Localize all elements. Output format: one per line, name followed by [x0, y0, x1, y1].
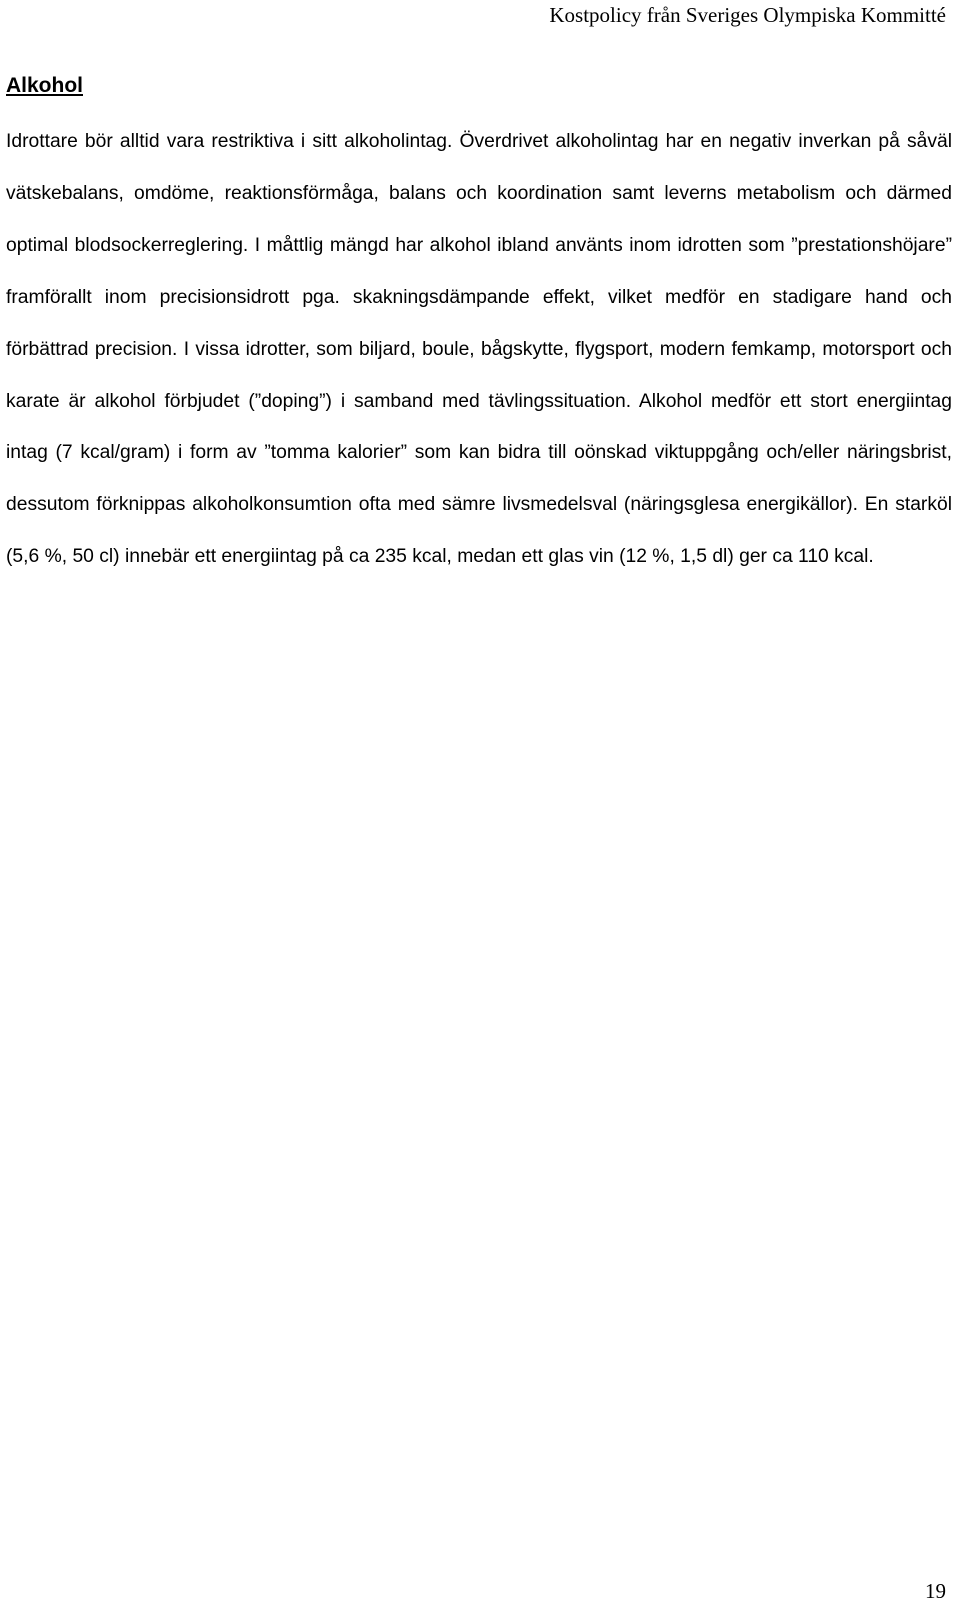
body-paragraph: Idrottare bör alltid vara restriktiva i sitt alkoholintag. Överdrivet alkoholintag har en negativ inverkan på såväl vätskebalans, omdöme, reaktionsförmåga, balans och koordination samt leverns metabolism och därmed optimal blodsockerreglering. I måttlig mängd har alkohol ibland använts inom idrotten som ”prestationshöjare” framförallt inom precisionsidrott pga. skakningsdämpande effekt, vilket medför en stadigare hand och förbättrad precision. I vissa idrotter, som biljard, boule, bågskytte, flygsport, modern femkamp, motorsport och karate är alkohol förbjudet (”doping”) i samband med tävlingssituation. Alkohol medför ett stort energiintag intag (7 kcal/gram) i form av ”tomma kalorier” som kan bidra till oönskad viktuppgång och/eller näringsbrist, dessutom förknippas alkoholkonsumtion ofta med sämre livsmedelsval (näringsglesa energikällor). En starköl (5,6 %, 50 cl) innebär ett energiintag på ca 235 kcal, medan ett glas vin (12 %, 1,5 dl) ger ca 110 kcal.: [6, 131, 952, 568]
section-heading: Alkohol: [6, 74, 83, 97]
page-number: 19: [925, 1579, 946, 1603]
running-header: Kostpolicy från Sveriges Olympiska Kommitté: [549, 3, 946, 27]
